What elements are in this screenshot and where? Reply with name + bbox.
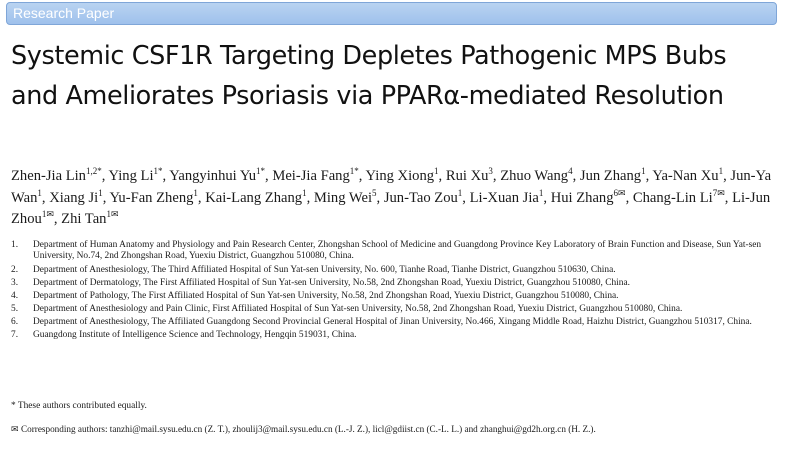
author: Yu-Fan Zheng$^1$, [109,187,206,206]
author-affiliation-marker: 1* [256,166,266,177]
article-type-label: Research Paper [13,5,115,21]
author-name: Ying Li [108,168,154,184]
author: Ya-Nan Xu$^1$, [652,166,731,184]
author: Jun-Ya Wan$^1$, [11,168,772,206]
author-affiliation-marker: 1,2* [85,166,102,177]
author-affiliation-marker: 1 [106,209,111,220]
author: Ying Xiong$^1$, [365,166,446,184]
author-name: Xiang Ji [49,189,99,206]
affiliation-text: Department of Pathology, The First Affiliated Hospital of Sun Yat-sen University, No.58, 2nd Zhongshan Road, Yuexiu District, Guangzhou 510080, China. [33,290,619,301]
author-affiliation-marker: 4 [568,166,573,177]
author: Jun Zhang$^1$, [579,166,653,184]
author-affiliation-marker: 5 [372,187,377,198]
affiliation-item [11,240,781,263]
author-name: Zhuo Wang [500,168,569,184]
author: Mei-Jia Fang$^{1*}$, [272,166,366,184]
author-affiliation-marker: 1 [41,209,47,220]
author-affiliation-marker: 1 [457,187,463,198]
article-type-banner [6,2,777,25]
author-name: Ming Wei [313,189,373,206]
author-name: Rui Xu [445,168,489,184]
corresponding-text: Corresponding authors: tanzhi@mail.sysu.edu.cn (Z. T.), zhoulij3@mail.sysu.edu.cn (L.-J. Z.), licl@gdiist.cn (C.-L. L.) and zhanghui@gd2h.org.cn (H. Z.). [21,424,596,434]
envelope-icon: ✉ [110,209,119,220]
affiliation-number: 1. [11,240,19,250]
author-affiliation-marker: 1 [193,187,198,198]
author-name: Kai-Lang Zhang [205,189,303,206]
affiliation-item [11,291,781,302]
author-name: Jun Zhang [579,168,642,184]
affiliation-number: 2. [11,264,19,275]
author-affiliation-marker: 1 [434,166,439,177]
author: Ying $Li^{1*}$, [108,166,170,184]
author: Li-Jun Zhou$^{1✉}$, [11,189,771,227]
affiliation-text: Department of Anesthesiology, The Affiliated Guangdong Second Provincial General Hospital of Jinan University, No.466, Xingang Middle Road, Haizhu District, Guangzhou 510317, China. [33,316,752,327]
affiliation-number: 6. [11,316,19,327]
author: Zhen-Jia Lin$^{1,2*}$, [11,166,109,184]
author-affiliation-marker: 1 [718,166,724,177]
author-name: Zhi Tan [61,211,107,227]
affiliation-text: Guangdong Institute of Intelligence Science and Technology, Hengqin 519031, China. [33,329,357,340]
author-affiliation-marker: 1* [349,166,359,177]
corresponding-authors [11,424,786,435]
author: Jun-Tao Zou$^1$, [383,187,470,206]
envelope-icon: ✉ [11,424,19,434]
affiliation-item [11,304,781,315]
author: Li-Xuan Jia$^1$, [469,187,551,206]
author-affiliation-marker: 1 [641,166,646,177]
author-name: Hui Zhang [550,189,614,206]
author-list [11,166,781,231]
envelope-icon: ✉ [717,187,725,198]
author: Kai-Lang Zhang$^1$, [205,187,314,206]
author-name: Mei-Jia Fang [272,168,350,184]
affiliation-text: Department of Human Anatomy and Physiology and Pain Research Center, Zhongshan School of Medicine and Guangdong Province Key Laboratory of Brain Function and Disease, Sun Yat-sen University, No.74, 2nd Zhongshan Road, Yuexiu District, Guangzhou 510080, China. [33,240,762,262]
author-affiliation-marker: 7 [712,187,718,198]
affiliation-text: Department of Dermatology, The First Affiliated Hospital of Sun Yat-sen University, No.58, 2nd Zhongshan Road, Yuexiu District, Guangzhou 510080, China. [33,277,630,288]
author-name: Ying Xiong [365,168,435,184]
author-name: Yu-Fan Zheng [109,189,194,206]
author-affiliation-marker: 3 [488,166,493,177]
author: Ming Wei$^5$, [313,187,384,206]
affiliation-number: 5. [11,303,19,314]
author-affiliation-marker: 1* [153,166,163,177]
author-name: Jun-Tao Zou [383,189,458,206]
author-name: Jun-Ya Wan [11,168,772,206]
author-name: Zhen-Jia Lin [11,168,86,184]
envelope-icon: ✉ [46,209,54,220]
author-affiliation-marker: 1 [37,187,42,198]
author: Xiang Ji$^1$, [49,187,110,206]
author-affiliation-marker: 1 [538,187,544,198]
affiliation-text: Department of Anesthesiology, The Third Affiliated Hospital of Sun Yat-sen University, No. 600, Tianhe Road, Tianhe District, Guangzhou 510630, China. [33,264,616,275]
envelope-icon: ✉ [618,187,626,198]
affiliation-item [11,265,781,276]
affiliation-item [11,317,781,328]
author-name: Li-Xuan Jia [469,189,539,206]
author-name: Chang-Lin Li [632,189,713,206]
author: Zhuo Wang$^4$, [500,166,580,184]
affiliation-item [11,278,781,289]
affiliation-list [11,240,781,343]
author: Rui Xu$^3$, [445,166,501,184]
author [61,211,118,227]
affiliation-number: 7. [11,329,19,340]
author-affiliation-marker: 1 [98,187,103,198]
author: Hui Zhang$^{6✉}$, [550,187,633,206]
author: Yangyinhui $Yu^{1*}$, [169,166,273,184]
author-affiliation-marker: 1 [302,187,307,198]
author-affiliation-marker: 6 [613,187,619,198]
paper-title: Systemic CSF1R Targeting Depletes Pathogenic MPS Bubs and Ameliorates Psoriasis via PPARα-mediated Resolution [11,41,727,111]
affiliation-number: 4. [11,290,19,301]
author-name: Ya-Nan Xu [652,168,719,184]
affiliation-number: 3. [11,277,19,288]
author-name: Li-Jun Zhou [11,189,771,227]
affiliation-item [11,330,781,341]
author: Chang-Lin $Li^{7✉}$, [632,187,733,206]
author-name: Yangyinhui Yu [169,168,257,184]
affiliation-text: Department of Anesthesiology and Pain Clinic, First Affiliated Hospital of Sun Yat-sen University, No.58, 2nd Zhongshan Road, Yuexiu District, Guangzhou 510080, China. [33,303,683,314]
equal-contribution-note: * These authors contributed equally. [11,401,147,411]
